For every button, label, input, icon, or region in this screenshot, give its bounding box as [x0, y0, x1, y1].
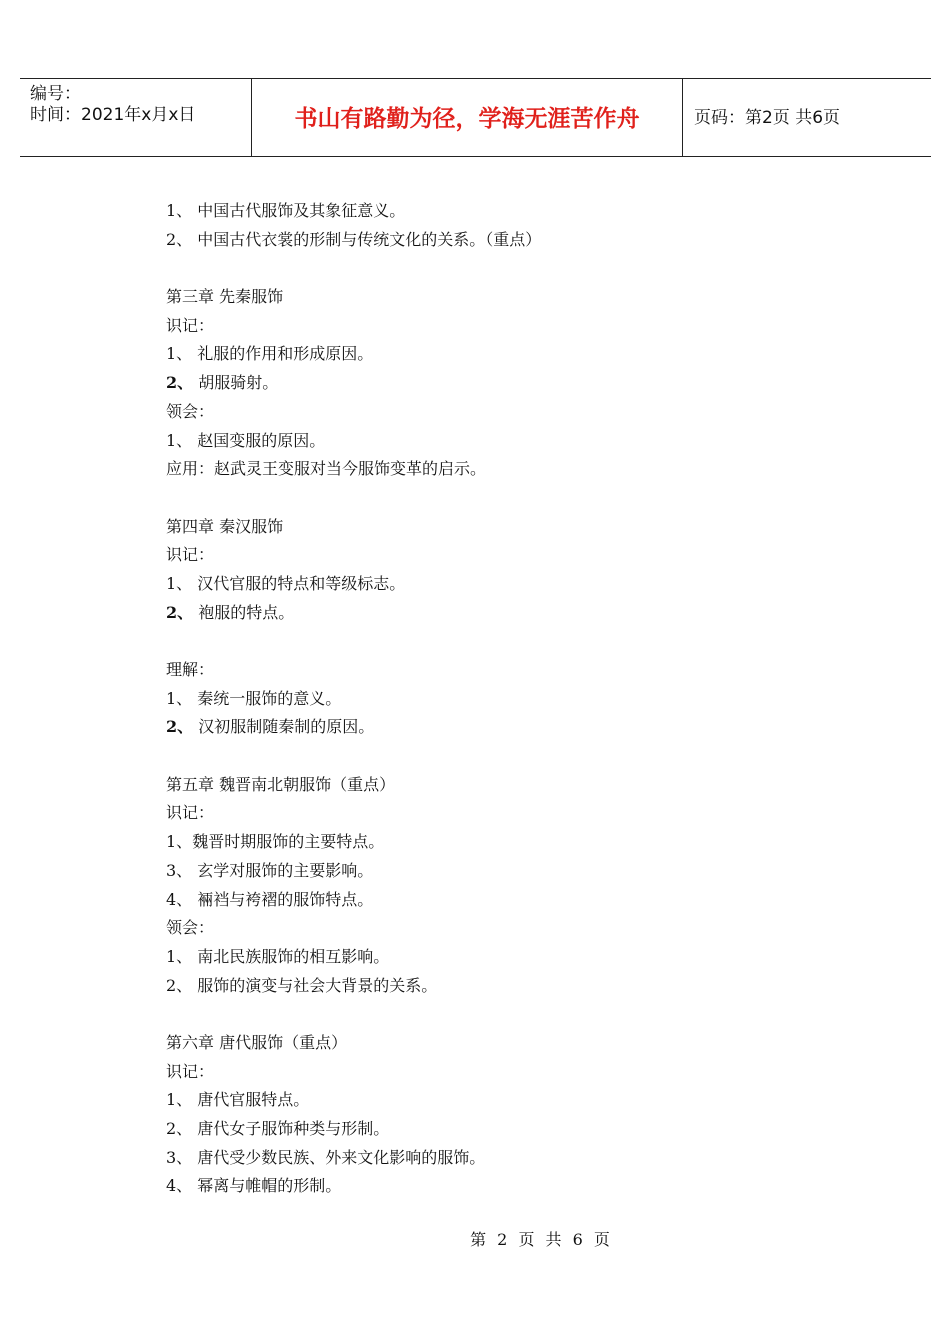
text-line: [166, 1144, 866, 1173]
text-line: [166, 1058, 866, 1087]
line-text: 应用：赵武灵王变服对当今服饰变革的启示。: [166, 459, 487, 479]
text-line: [166, 312, 866, 341]
page-footer: 第 2 页 共 6 页: [470, 1230, 610, 1249]
document-header: [20, 78, 931, 157]
line-text: 赵国变服的原因。: [192, 430, 326, 450]
text-line: [166, 1172, 866, 1201]
text-line: [166, 972, 866, 1001]
line-text: 识记：: [166, 315, 215, 335]
line-text: 第六章 唐代服饰（重点）: [166, 1032, 348, 1052]
line-text: 南北民族服饰的相互影响。: [192, 946, 390, 966]
line-text: 唐代官服特点。: [192, 1090, 310, 1110]
text-line: [166, 656, 866, 685]
list-number: 4、: [166, 1176, 193, 1196]
blank-line: [166, 254, 866, 283]
list-number: 1、: [166, 201, 193, 220]
list-number: 3、: [166, 1147, 193, 1167]
line-text: 理解：: [166, 660, 215, 679]
line-text: 领会：: [166, 401, 215, 421]
header-page-code: 页码：第2页 共6页: [694, 108, 841, 128]
text-line: [166, 914, 866, 943]
line-text: 唐代女子服饰种类与形制。: [192, 1119, 390, 1138]
text-line: [166, 1029, 866, 1058]
text-line: [166, 455, 866, 484]
line-text: 中国古代衣裳的形制与传统文化的关系。（重点）: [192, 229, 542, 249]
header-motto: 书山有路勤为径，学海无涯苦作舟: [294, 106, 640, 132]
line-text: 礼服的作用和形成原因。: [192, 344, 374, 364]
text-line: [166, 226, 866, 255]
list-number: 1、: [166, 344, 193, 364]
text-line: [166, 197, 866, 226]
list-number: 1、: [166, 688, 193, 708]
list-number: 2、: [166, 602, 194, 622]
blank-line: [166, 627, 866, 656]
list-number: 2、: [166, 975, 193, 995]
line-text: 识记：: [166, 1061, 215, 1081]
text-line: [166, 771, 866, 800]
header-info-cell: [20, 79, 252, 156]
line-text: 领会：: [166, 918, 215, 938]
line-text: 汉代官服的特点和等级标志。: [192, 573, 406, 593]
line-text: 幂离与帷帽的形制。: [192, 1176, 342, 1196]
text-line: [166, 513, 866, 542]
line-text: 秦统一服饰的意义。: [192, 688, 342, 708]
text-line: [166, 599, 866, 628]
line-text: 唐代受少数民族、外来文化影响的服饰。: [192, 1147, 486, 1167]
line-text: 中国古代服饰及其象征意义。: [192, 201, 406, 220]
line-text: 识记：: [166, 803, 215, 823]
header-page-cell: [683, 79, 931, 156]
line-text: 袍服的特点。: [193, 602, 295, 622]
line-text: 第五章 魏晋南北朝服饰（重点）: [166, 774, 396, 794]
text-line: [166, 857, 866, 886]
list-number: 3、: [166, 860, 193, 880]
line-text: 魏晋时期服饰的主要特点。: [192, 832, 385, 852]
list-number: 4、: [166, 889, 193, 909]
text-line: [166, 427, 866, 456]
text-line: [166, 398, 866, 427]
list-number: 2、: [166, 229, 193, 249]
list-number: 2、: [166, 1119, 193, 1138]
text-line: [166, 340, 866, 369]
document-number-label: 编号：: [30, 84, 81, 104]
list-number: 1、: [166, 573, 193, 593]
line-text: 裲裆与袴褶的服饰特点。: [192, 889, 374, 909]
line-text: 第三章 先秦服饰: [166, 287, 284, 307]
list-number: 1、: [166, 946, 193, 966]
list-number: 1、: [166, 832, 193, 852]
blank-line: [166, 1000, 866, 1029]
blank-line: [166, 484, 866, 513]
list-number: 1、: [166, 430, 193, 450]
line-text: 识记：: [166, 545, 215, 565]
text-line: [166, 886, 866, 915]
line-text: 汉初服制随秦制的原因。: [193, 717, 375, 737]
line-text: 胡服骑射。: [193, 373, 279, 393]
text-line: [166, 541, 866, 570]
line-text: 第四章 秦汉服饰: [166, 516, 284, 536]
text-line: [166, 1115, 866, 1144]
text-line: [166, 685, 866, 714]
text-line: [166, 570, 866, 599]
text-line: [166, 828, 866, 857]
text-line: [166, 713, 866, 742]
list-number: 1、: [166, 1090, 193, 1110]
line-text: 玄学对服饰的主要影响。: [192, 860, 374, 880]
text-line: [166, 799, 866, 828]
list-number: 2、: [166, 373, 194, 393]
document-time-label: 时间：2021年x月x日: [30, 105, 196, 125]
document-body: [166, 197, 866, 1201]
header-motto-cell: [252, 79, 683, 156]
line-text: 服饰的演变与社会大背景的关系。: [192, 975, 438, 995]
text-line: [166, 943, 866, 972]
list-number: 2、: [166, 717, 194, 737]
text-line: [166, 369, 866, 398]
text-line: [166, 1086, 866, 1115]
text-line: [166, 283, 866, 312]
blank-line: [166, 742, 866, 771]
